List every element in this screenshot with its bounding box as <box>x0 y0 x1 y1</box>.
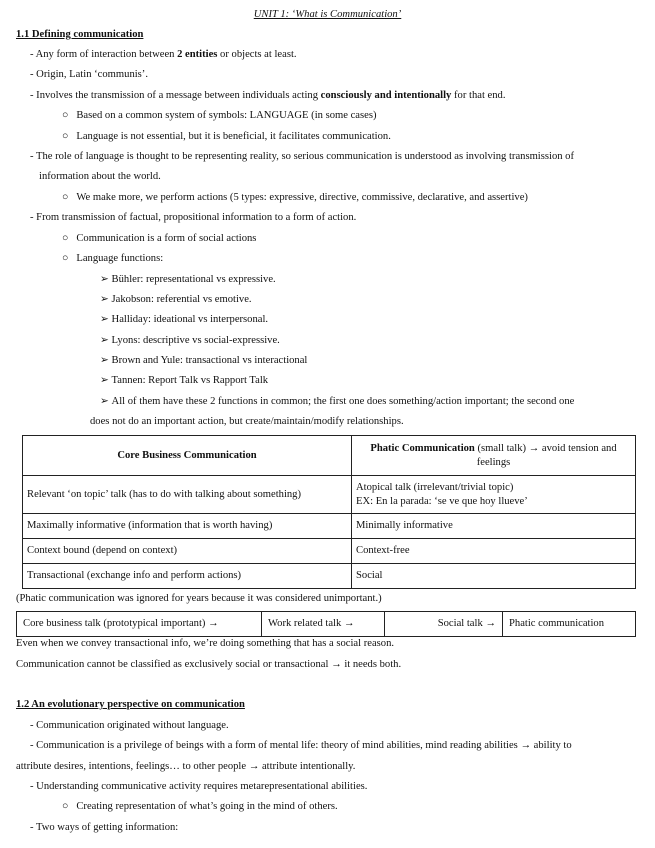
bullet-role-of-language: - The role of language is thought to be representing reality, so serious communication is understood as involving transmission of <box>30 151 575 162</box>
bullet-privilege-cont: attribute desires, intentions, feelings… to other people → attribute intentionally. <box>16 761 356 772</box>
arrow-bullet-icon: ➢ <box>100 314 109 325</box>
function-item: ➢ Bühler: representational vs expressive. <box>100 274 276 285</box>
circle-bullet-icon: ○ <box>62 192 69 203</box>
bullet-without-language: - Communication originated without language. <box>30 720 229 731</box>
table-cell: Relevant ‘on topic’ talk (has to do with talking about something) <box>23 476 352 514</box>
section-heading-1-2: 1.2 An evolutionary perspective on communication <box>16 699 245 710</box>
function-item: ➢ Jakobson: referential vs emotive. <box>100 294 252 305</box>
bullet-role-of-language-cont: information about the world. <box>39 171 161 182</box>
comparison-table <box>22 435 636 589</box>
bullet-entities: - Any form of interaction between 2 entities or objects at least. <box>30 49 297 60</box>
arrow-bullet-icon: ➢ <box>100 396 109 407</box>
column-header-phatic: Phatic Communication (small talk) → avoid tension and feelings <box>352 436 636 476</box>
table-cell: Atopical talk (irrelevant/trivial topic) EX: En la parada: ‘se ve que hoy llueve’ <box>352 476 636 514</box>
bullet-privilege: - Communication is a privilege of beings with a form of mental life: theory of mind abilities, mind reading abilities → ability to <box>30 740 572 751</box>
circle-bullet-icon: ○ <box>62 131 69 142</box>
arrow-bullet-icon: ➢ <box>100 355 109 366</box>
circle-bullet-icon: ○ <box>62 233 69 244</box>
scale-cell: Social talk → <box>385 612 503 637</box>
sub-bullet-actions: ○ We make more, we perform actions (5 types: expressive, directive, commissive, declarative, and assertive) <box>62 192 528 203</box>
function-item: ➢ Tannen: Report Talk vs Rapport Talk <box>100 375 269 386</box>
table-cell: Context bound (depend on context) <box>23 539 352 564</box>
circle-bullet-icon: ○ <box>62 253 69 264</box>
sub-bullet-language-functions: ○ Language functions: <box>62 253 164 264</box>
arrow-bullet-icon: ➢ <box>100 335 109 346</box>
table-header-row <box>23 436 636 476</box>
table-row <box>23 514 636 539</box>
table-row <box>17 612 636 637</box>
table-cell: Social <box>352 564 636 589</box>
paragraph-social-reason: Even when we convey transactional info, we’re doing something that has a social reason. <box>16 638 395 649</box>
sub-bullet-language: ○ Language is not essential, but it is beneficial, it facilitates communication. <box>62 131 391 142</box>
table-note: (Phatic communication was ignored for years because it was considered unimportant.) <box>16 593 382 604</box>
bullet-metarepresentational: - Understanding communicative activity requires metarepresentational abilities. <box>30 781 368 792</box>
talk-scale-table <box>16 611 636 637</box>
scale-cell: Work related talk → <box>262 612 385 637</box>
function-item: ➢ Halliday: ideational vs interpersonal. <box>100 314 269 325</box>
bullet-transmission-to-action: - From transmission of factual, propositional information to a form of action. <box>30 212 357 223</box>
function-item-summary: ➢ All of them have these 2 functions in common; the first one does something/action important; the second one <box>100 396 575 407</box>
bullet-two-ways: - Two ways of getting information: <box>30 822 179 833</box>
scale-cell: Core business talk (prototypical important) → <box>17 612 262 637</box>
sub-bullet-symbols: ○ Based on a common system of symbols: LANGUAGE (in some cases) <box>62 110 377 121</box>
table-cell: Maximally informative (information that is worth having) <box>23 514 352 539</box>
bullet-transmission: - Involves the transmission of a message between individuals acting consciously and intentionally for that end. <box>30 90 506 101</box>
sub-bullet-social-actions: ○ Communication is a form of social actions <box>62 233 257 244</box>
bullet-origin: - Origin, Latin ‘communis’. <box>30 69 148 80</box>
section-heading-1-1: 1.1 Defining communication <box>16 29 144 40</box>
page-title: UNIT 1: ‘What is Communication’ <box>253 9 402 20</box>
table-cell: Context-free <box>352 539 636 564</box>
table-cell: Transactional (exchange info and perform actions) <box>23 564 352 589</box>
table-cell: Minimally informative <box>352 514 636 539</box>
function-item: ➢ Lyons: descriptive vs social-expressive. <box>100 335 280 346</box>
circle-bullet-icon: ○ <box>62 801 69 812</box>
column-header-core: Core Business Communication <box>23 436 352 476</box>
arrow-bullet-icon: ➢ <box>100 274 109 285</box>
function-item-summary-cont: does not do an important action, but create/maintain/modify relationships. <box>90 416 404 427</box>
table-row <box>23 564 636 589</box>
arrow-bullet-icon: ➢ <box>100 294 109 305</box>
sub-bullet-representation: ○ Creating representation of what’s going in the mind of others. <box>62 801 338 812</box>
arrow-bullet-icon: ➢ <box>100 375 109 386</box>
table-row <box>23 539 636 564</box>
scale-cell: Phatic communication <box>503 612 636 637</box>
function-item: ➢ Brown and Yule: transactional vs interactional <box>100 355 308 366</box>
table-row <box>23 476 636 514</box>
circle-bullet-icon: ○ <box>62 110 69 121</box>
paragraph-needs-both: Communication cannot be classified as exclusively social or transactional → it needs both. <box>16 659 402 670</box>
